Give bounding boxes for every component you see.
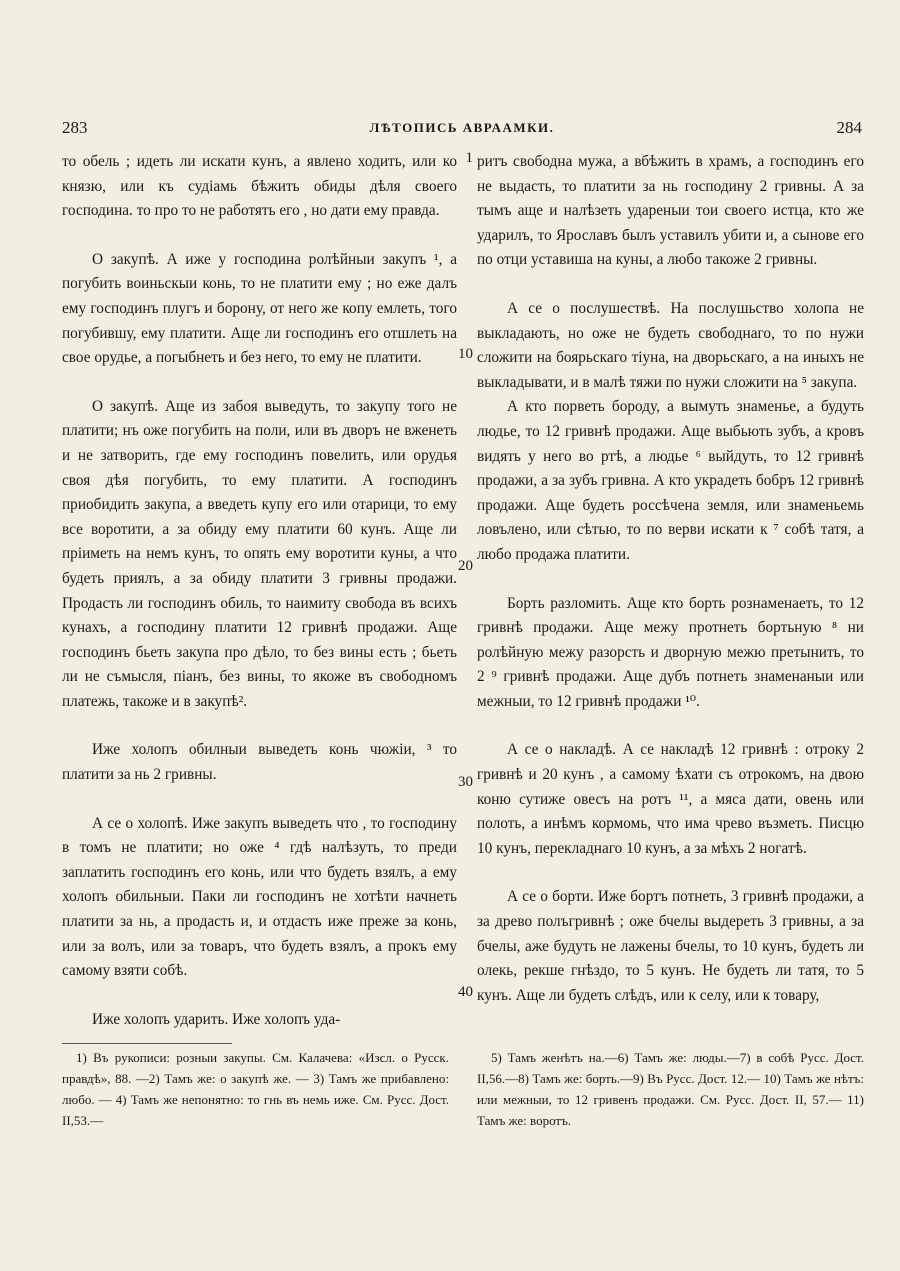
footnotes-left (62, 1047, 449, 1131)
paragraph: А кто порветь бороду, а вымуть знаменье, а будуть людье, то 12 гривнѣ продажи. Аще выбьють зубъ, а кровъ видять у него во ртѣ, а людье ⁶ выйдуть, то 12 гривнѣ продажи, а за зубъ гривна. А кто украдеть бобръ 12 гривнѣ продажи. Аще будеть россѣчена земля, или знаменьемь ловълено, или сѣтью, то по верви искати к ⁷ собѣ татя, а любо продажа платити. (477, 398, 864, 563)
line-number: 20 (458, 558, 473, 574)
running-header (62, 118, 862, 140)
paragraph: А се о накладѣ. А се накладѣ 12 гривнѣ : отроку 2 гривнѣ и 20 кунъ , а самому ѣхати съ отрокомъ, на двою коню сутиже овесъ на ротъ ¹¹, а мяса дати, овень или полоть, а инѣмъ кормомь, что има чрево възметь. Писцю 10 кунъ, перекладнаго 10 кунъ, а за мѣхъ 2 ногатѣ. (477, 741, 864, 857)
page-number-left: 283 (62, 118, 88, 137)
paragraph: А се о борти. Иже бортъ потнеть, 3 гривнѣ продажи, а за древо полъгривнѣ ; оже бчелы выдереть 3 гривны, а за бчелы, аже будуть не лажены бчелы, то 10 кунъ, будеть ли олекь, рекше гнѣздо, то 5 кунъ. Не будеть ли татя, то 5 кунъ. Аще ли будеть слѣдъ, или к селу, или к товару, (477, 888, 864, 1004)
footnote-rule (62, 1043, 232, 1044)
paragraph: О закупѣ. А иже у господина ролѣйныи закупъ ¹, а погубить воиньскыи конь, то не платити ему ; но еже далъ ему господинъ плугъ и борону, от него же копу емлеть, того погубившу, ему платити. Аще ли господинъ его отшлеть на свое орудье, а погыбнеть и без него, то ему не платити. (62, 250, 457, 367)
paragraph: Иже холопъ обилныи выведеть конь чюжіи, ³ то платити за нь 2 гривны. (62, 741, 457, 784)
paragraph: то обель ; идеть ли искати кунъ, а явлено ходить, или ко князю, или къ судіамь бѣжить обиды дѣля своего господина. то про то не работять его , но дати ему правда. (62, 153, 457, 220)
paragraph: ритъ свободна мужа, а вбѣжить в храмъ, а господинъ его не выдасть, то платити за нь господину 2 гривны. А за тымъ аще и налѣзеть удареныи тои своего истца, кто же ударилъ, то Ярославъ былъ уставилъ убити и, а сынове его по отци уставиша на куны, а любо такоже 2 гривны. (477, 153, 864, 269)
paragraph: О закупѣ. Аще из забоя выведуть, то закупу того не платити; нъ оже погубить на поли, или въ дворъ не вженеть и не затворить, где ему господинъ повелить, или орудья своя дѣя погубить, то ему платити. А господинъ приобидить закупа, а введеть купу его или отарици, то ему все воротити, а за обиду ему платити 60 кунъ. Аще ли пріиметь на немъ кунъ, то опять ему воротити куны, а что будеть приялъ, а за обиду платити 3 гривны продажи. Продасть ли господинъ обиль, то наимиту свобода въ всихъ кунахъ, а господину платити 12 гривнѣ продажи. Аще господинъ бьеть закупа про дѣло, то без вины есть ; бьеть ли не съмысля, піанъ, без вины, то якоже въ свободномъ платежь, такоже и в закупѣ². (62, 397, 457, 710)
paragraph: А се о холопѣ. Иже закупъ выведеть что , то господину в томъ не платити; но оже ⁴ гдѣ налѣзуть, то преди заплатить господинъ его конь, или что будеть взялъ, а ему холопъ обильныи. Паки ли господинъ не хотѣти начнеть платити за нь, а продасть и, и отдасть иже преже за конь, или за волъ, или за товаръ, что будеть взялъ, а прокъ ему самому взяти собѣ. (62, 814, 457, 980)
line-number: 30 (458, 774, 473, 790)
paragraph: Иже холопъ ударить. Иже холопъ уда- (92, 1010, 341, 1028)
paragraph: А се о послушествѣ. На послушьство холопа не выкладають, но оже не будеть свободнаго, то по нужи сложити на боярьскаго тіуна, на дворьскаго, а на иныхъ не выкладывати, и в малѣ тяжи по нужи сложити на ⁵ закупа. (477, 299, 864, 391)
footnotes-right (477, 1047, 864, 1131)
paragraph: Борть разломить. Аще кто борть рознаменаеть, то 12 гривнѣ продажи. Аще межу протнеть бортьную ⁸ ни ролѣйную межу разорсть и дворную межю претынить, то 2 ⁹ гривнѣ продажи. Аще дубъ потнеть знаменаныи или межныи, то 12 гривнѣ продажи ¹⁰. (477, 594, 864, 710)
footnote-text: 1) Въ рукописи: розныи закупы. См. Калачева: «Изсл. о Русск. правдѣ», 88. —2) Тамъ же: о закупѣ же. — 3) Тамъ же прибавлено: любо. — 4) Тамъ же непонятно: то гнь въ немь иже. См. Русс. Дост. II,53.— (62, 1050, 449, 1128)
line-number: 40 (458, 984, 473, 1000)
running-title: ЛѢТОПИСЬ АВРААМКИ. (369, 120, 555, 135)
left-column (62, 150, 457, 1032)
page-number-right: 284 (836, 118, 862, 137)
line-number: 1 (465, 150, 473, 166)
line-number: 10 (458, 346, 473, 362)
right-column (477, 150, 864, 1008)
footnote-text: 5) Тамъ женѣтъ на.—6) Тамъ же: люды.—7) в собѣ Русс. Дост. II,56.—8) Тамъ же: борть.—9) Въ Русс. Дост. 12.— 10) Тамъ же нѣтъ: или межныи, то 12 гривенъ продажи. См. Русс. Дост. II, 57.— 11) Тамъ же: воротъ. (477, 1050, 864, 1128)
